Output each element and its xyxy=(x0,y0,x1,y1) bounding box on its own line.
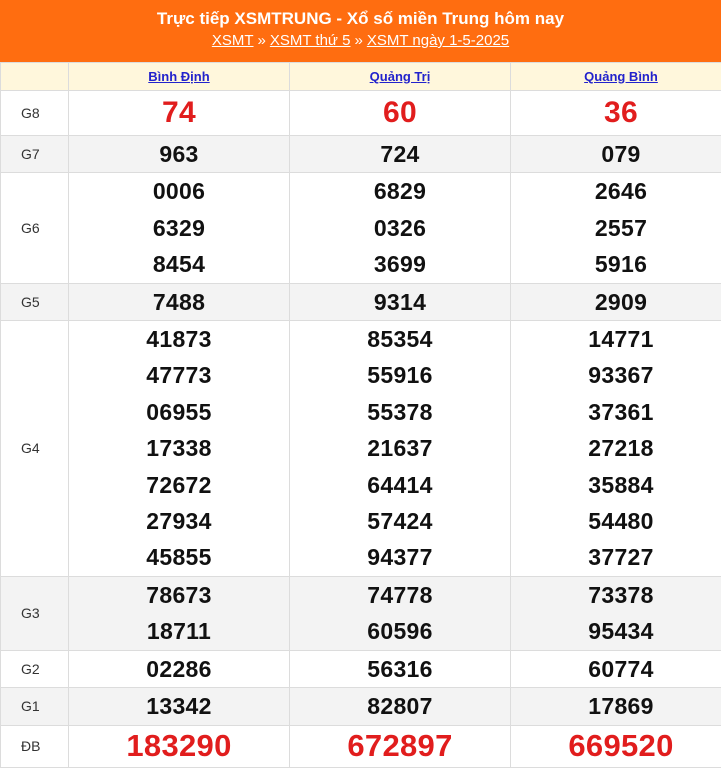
prize-cell xyxy=(69,688,290,725)
page-title: Trực tiếp XSMTRUNG - Xổ số miền Trung hôm nay xyxy=(0,8,721,30)
prize-cell xyxy=(290,136,511,173)
prize-number: 18711 xyxy=(69,613,289,649)
prize-cell xyxy=(511,283,721,320)
prize-label: G1 xyxy=(1,688,69,725)
prize-number: 6329 xyxy=(69,210,289,246)
prize-cell xyxy=(69,136,290,173)
prize-number: 60 xyxy=(290,95,510,131)
prize-cell xyxy=(69,650,290,687)
prize-number: 93367 xyxy=(511,357,721,393)
prize-row xyxy=(1,321,721,577)
prize-row xyxy=(1,283,721,320)
prize-number: 95434 xyxy=(511,613,721,649)
prize-number: 963 xyxy=(69,136,289,172)
prize-number: 7488 xyxy=(69,284,289,320)
prize-row xyxy=(1,725,721,767)
prize-number: 74778 xyxy=(290,577,510,613)
prize-cell xyxy=(511,91,721,136)
prize-row xyxy=(1,173,721,283)
breadcrumb-link-xsmt[interactable]: XSMT xyxy=(212,32,254,49)
prize-row xyxy=(1,688,721,725)
prize-cell xyxy=(290,650,511,687)
province-link-quang-tri[interactable]: Quảng Trị xyxy=(370,69,431,84)
prize-number: 2909 xyxy=(511,284,721,320)
prize-number: 78673 xyxy=(69,577,289,613)
prize-number: 21637 xyxy=(290,430,510,466)
prize-number: 54480 xyxy=(511,503,721,539)
prize-cell xyxy=(511,136,721,173)
prize-cell xyxy=(511,576,721,650)
prize-cell xyxy=(290,321,511,577)
province-header xyxy=(69,63,290,91)
prize-number: 56316 xyxy=(290,651,510,687)
prize-number: 82807 xyxy=(290,688,510,724)
prize-cell xyxy=(69,173,290,283)
prize-cell xyxy=(290,725,511,767)
prize-cell xyxy=(290,688,511,725)
prize-cell xyxy=(511,173,721,283)
prize-number: 60596 xyxy=(290,613,510,649)
prize-number: 72672 xyxy=(69,467,289,503)
prize-cell xyxy=(511,725,721,767)
prize-number: 02286 xyxy=(69,651,289,687)
prize-cell xyxy=(290,173,511,283)
prize-number: 13342 xyxy=(69,688,289,724)
prize-label: G3 xyxy=(1,576,69,650)
prize-number: 8454 xyxy=(69,246,289,282)
prize-number: 17869 xyxy=(511,688,721,724)
prize-number: 6829 xyxy=(290,173,510,209)
province-header xyxy=(290,63,511,91)
prize-number: 724 xyxy=(290,136,510,172)
prize-number: 85354 xyxy=(290,321,510,357)
prize-number: 35884 xyxy=(511,467,721,503)
prize-number: 27934 xyxy=(69,503,289,539)
prize-number: 74 xyxy=(69,95,289,131)
prize-number: 60774 xyxy=(511,651,721,687)
prize-cell xyxy=(69,283,290,320)
prize-label: ĐB xyxy=(1,725,69,767)
prize-cell xyxy=(69,725,290,767)
prize-number: 27218 xyxy=(511,430,721,466)
prize-label: G4 xyxy=(1,321,69,577)
prize-number: 37727 xyxy=(511,539,721,575)
prize-cell xyxy=(290,91,511,136)
prize-number: 06955 xyxy=(69,394,289,430)
corner-cell xyxy=(1,63,69,91)
page-header xyxy=(0,0,721,62)
prize-number: 55916 xyxy=(290,357,510,393)
prize-cell xyxy=(511,688,721,725)
province-link-binh-dinh[interactable]: Bình Định xyxy=(148,69,209,84)
prize-number: 672897 xyxy=(290,728,510,764)
prize-cell xyxy=(290,283,511,320)
prize-number: 5916 xyxy=(511,246,721,282)
breadcrumb-separator: » xyxy=(258,32,266,49)
prize-label: G5 xyxy=(1,283,69,320)
breadcrumb xyxy=(0,31,721,51)
results-table xyxy=(0,62,721,768)
prize-number: 669520 xyxy=(511,728,721,764)
prize-number: 41873 xyxy=(69,321,289,357)
prize-number: 57424 xyxy=(290,503,510,539)
prize-cell xyxy=(69,321,290,577)
prize-number: 37361 xyxy=(511,394,721,430)
prize-cell xyxy=(511,321,721,577)
prize-cell xyxy=(69,91,290,136)
prize-number: 3699 xyxy=(290,246,510,282)
prize-number: 2557 xyxy=(511,210,721,246)
prize-number: 0326 xyxy=(290,210,510,246)
prize-number: 64414 xyxy=(290,467,510,503)
province-link-quang-binh[interactable]: Quảng Bình xyxy=(584,69,658,84)
prize-label: G8 xyxy=(1,91,69,136)
prize-label: G7 xyxy=(1,136,69,173)
prize-number: 73378 xyxy=(511,577,721,613)
province-header-row xyxy=(1,63,721,91)
prize-row xyxy=(1,91,721,136)
breadcrumb-link-xsmt-date[interactable]: XSMT ngày 1-5-2025 xyxy=(367,32,509,49)
prize-number: 183290 xyxy=(69,728,289,764)
prize-number: 36 xyxy=(511,95,721,131)
prize-row xyxy=(1,136,721,173)
prize-cell xyxy=(69,576,290,650)
prize-number: 17338 xyxy=(69,430,289,466)
prize-number: 47773 xyxy=(69,357,289,393)
prize-cell xyxy=(511,650,721,687)
prize-cell xyxy=(290,576,511,650)
prize-number: 55378 xyxy=(290,394,510,430)
prize-number: 0006 xyxy=(69,173,289,209)
prize-row xyxy=(1,576,721,650)
prize-number: 079 xyxy=(511,136,721,172)
prize-row xyxy=(1,650,721,687)
prize-label: G2 xyxy=(1,650,69,687)
prize-number: 14771 xyxy=(511,321,721,357)
prize-number: 9314 xyxy=(290,284,510,320)
prize-label: G6 xyxy=(1,173,69,283)
breadcrumb-link-xsmt-thu5[interactable]: XSMT thứ 5 xyxy=(270,32,351,49)
breadcrumb-separator: » xyxy=(354,32,362,49)
prize-number: 2646 xyxy=(511,173,721,209)
prize-number: 45855 xyxy=(69,539,289,575)
province-header xyxy=(511,63,721,91)
prize-number: 94377 xyxy=(290,539,510,575)
